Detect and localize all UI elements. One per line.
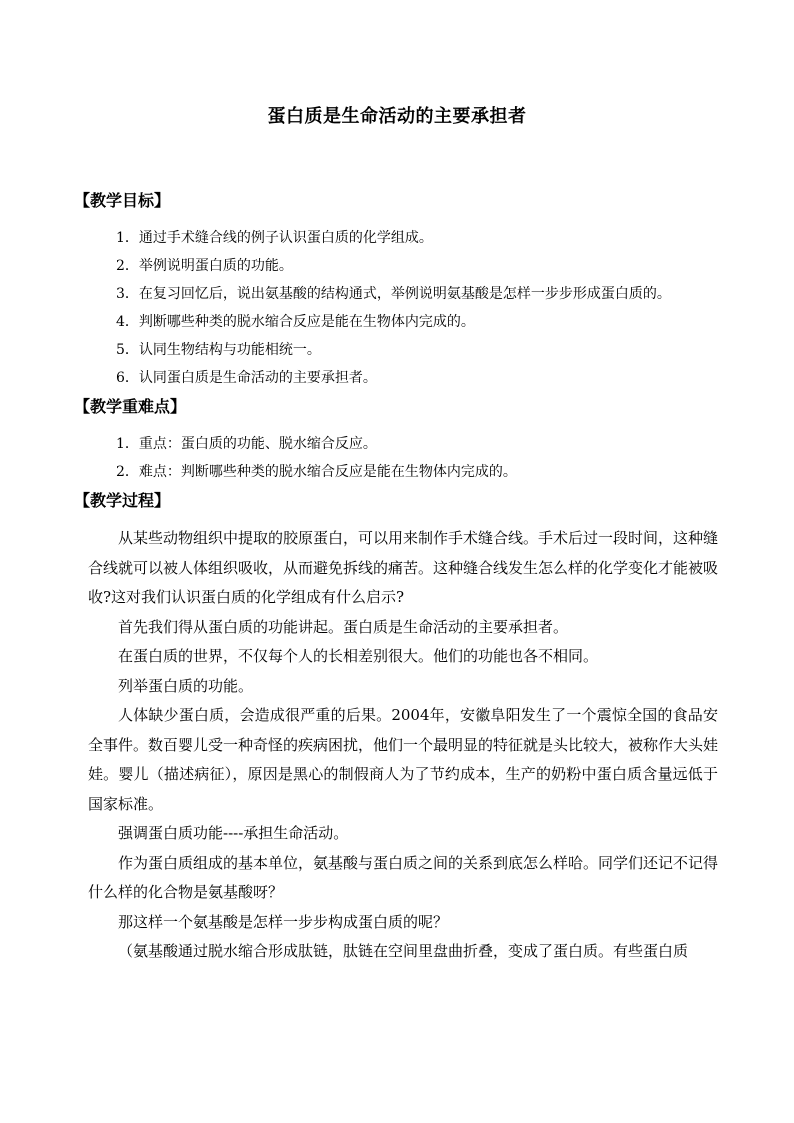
section-heading-process: 【教学过程】 [74, 491, 171, 510]
process-paragraph: 那这样一个氨基酸是怎样一步步构成蛋白质的呢？ [118, 912, 449, 931]
document-title: 蛋白质是生命活动的主要承担者 [267, 106, 527, 127]
process-paragraph: 从某些动物组织中提取的胶原蛋白，可以用来制作手术缝合线。手术后过一段时间，这种缝合线就可以被人体组织吸收，从而避免拆线的痛苦。这种缝合线发生怎么样的化学变化才能被吸收?这对我们认识蛋白质的化学组成有什么启示? [88, 529, 719, 606]
section-heading-key-points: 【教学重难点】 [74, 397, 187, 416]
process-paragraph: 强调蛋白质功能----承担生命活动。 [118, 824, 349, 842]
objective-item: 1．通过手术缝合线的例子认识蛋白质的化学组成。 [116, 230, 433, 246]
objective-item: 6．认同蛋白质是生命活动的主要承担者。 [116, 370, 377, 386]
process-paragraph: 作为蛋白质组成的基本单位，氨基酸与蛋白质之间的关系到底怎么样哈。同学们还记不记得什么样的化合物是氨基酸呀？ [88, 853, 719, 901]
document-body [74, 186, 719, 967]
objective-item: 4．判断哪些种类的脱水缩合反应是能在生物体内完成的。 [116, 314, 475, 330]
objective-item: 2．举例说明蛋白质的功能。 [116, 258, 293, 274]
key-point-item: 1．重点：蛋白质的功能、脱水缩合反应。 [116, 436, 377, 452]
key-point-item: 2．难点：判断哪些种类的脱水缩合反应是能在生物体内完成的。 [116, 464, 517, 480]
objective-item: 3．在复习回忆后，说出氨基酸的结构通式，举例说明氨基酸是怎样一步步形成蛋白质的。 [116, 286, 671, 302]
process-paragraph: 列举蛋白质的功能。 [118, 676, 254, 695]
objective-item: 5．认同生物结构与功能相统一。 [116, 342, 321, 358]
process-paragraph: 人体缺少蛋白质，会造成很严重的后果。2004年，安徽阜阳发生了一个震惊全国的食品安全事件。数百婴儿受一种奇怪的疾病困扰，他们一个最明显的特征就是头比较大，被称作大头娃娃。婴儿（描述病征），原因是黑心的制假商人为了节约成本，生产的奶粉中蛋白质含量远低于国家标准。 [88, 706, 719, 813]
process-paragraph: 首先我们得从蛋白质的功能讲起。蛋白质是生命活动的主要承担者。 [118, 617, 569, 636]
section-heading-objectives: 【教学目标】 [74, 191, 171, 210]
process-paragraph: 在蛋白质的世界，不仅每个人的长相差别很大。他们的功能也各不相同。 [118, 647, 599, 665]
process-paragraph: （氨基酸通过脱水缩合形成肽链，肽链在空间里盘曲折叠，变成了蛋白质。有些蛋白质 [118, 942, 689, 960]
